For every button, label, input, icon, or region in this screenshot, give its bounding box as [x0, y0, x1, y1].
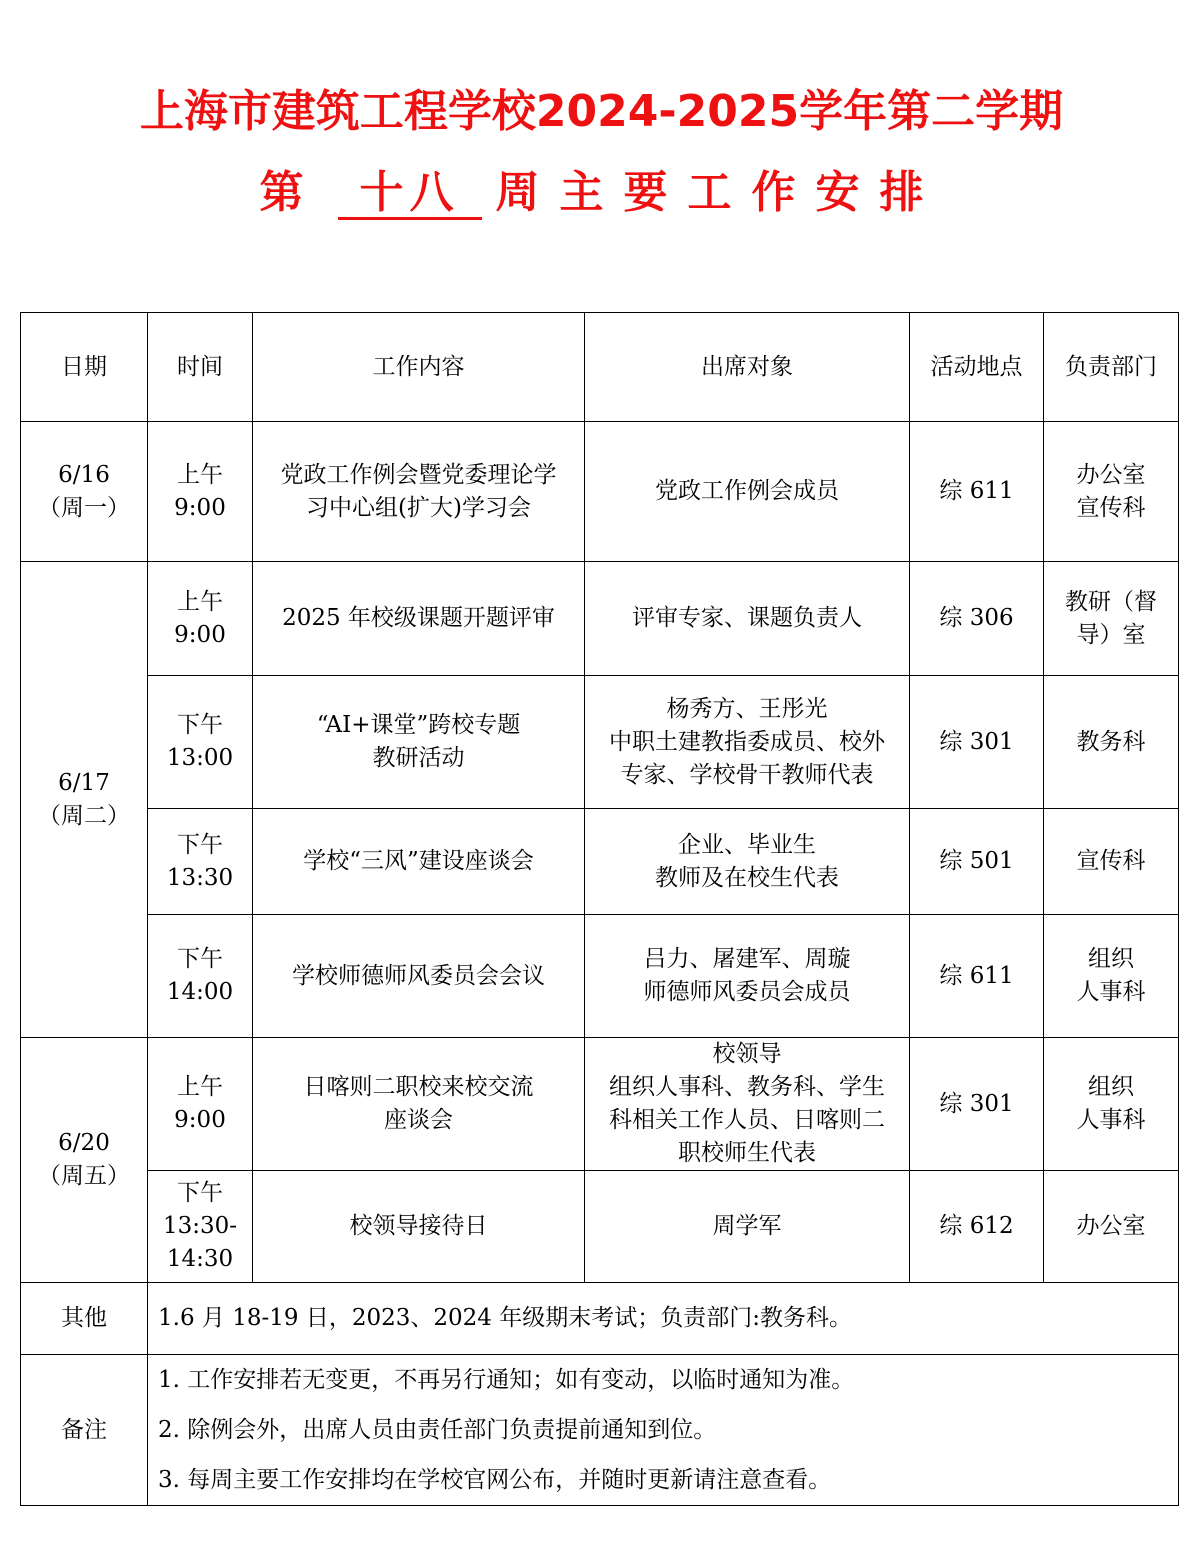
- time-value: 13:30- 14:30: [162, 1213, 238, 1272]
- dept-cell: [1044, 1171, 1179, 1283]
- dept-line: 教务科: [1076, 728, 1146, 755]
- header-attendees: 出席对象: [585, 313, 910, 422]
- schedule-table: [20, 312, 1179, 1506]
- location-value: 综 611: [939, 478, 1014, 504]
- dept-cell: [1044, 562, 1179, 676]
- note-item: 3. 每周主要工作安排均在学校官网公布，并随时更新请注意查看。: [158, 1467, 832, 1493]
- time-period: 上午: [177, 588, 223, 615]
- attendees-line: 教师及在校生代表: [655, 864, 839, 891]
- content-line: 座谈会: [384, 1107, 453, 1133]
- time-period: 下午: [177, 712, 223, 738]
- time-value: 14:00: [166, 979, 234, 1005]
- time-cell: [148, 1171, 253, 1283]
- attendees-cell: [585, 809, 910, 915]
- location-value: 综 612: [939, 1213, 1014, 1239]
- date-cell: [21, 422, 148, 562]
- table-row: [21, 562, 1179, 676]
- content-line: 学校“三风”建设座谈会: [303, 848, 534, 874]
- attendees-cell: [585, 1171, 910, 1283]
- date-line: 6/17: [58, 769, 110, 796]
- location-cell: [910, 1038, 1044, 1171]
- time-value: 9:00: [174, 494, 226, 521]
- table-row: [21, 809, 1179, 915]
- time-period: 下午: [177, 946, 223, 972]
- content-line: 习中心组(扩大)学习会: [306, 494, 531, 521]
- dept-line: 办公室: [1076, 461, 1146, 488]
- attendees-line: 组织人事科、教务科、学生: [609, 1074, 885, 1100]
- time-cell: [148, 676, 253, 809]
- attendees-line: 评审专家、课题负责人: [632, 605, 862, 631]
- content-cell: [253, 1038, 585, 1171]
- header-location: 活动地点: [910, 313, 1044, 422]
- time-value: 13:30: [166, 864, 234, 891]
- notes-label: 备注: [21, 1355, 148, 1506]
- header-content: 工作内容: [253, 313, 585, 422]
- note-item: 1. 工作安排若无变更，不再另行通知；如有变动，以临时通知为准。: [158, 1367, 855, 1393]
- date-cell: [21, 562, 148, 1038]
- date-line: （周一）: [38, 494, 130, 521]
- header-date: 日期: [21, 313, 148, 422]
- dept-line: 办公室: [1076, 1213, 1146, 1239]
- attendees-line: 校领导: [712, 1041, 782, 1067]
- location-cell: [910, 1171, 1044, 1283]
- content-cell: [253, 422, 585, 562]
- table-row: [21, 915, 1179, 1038]
- content-cell: [253, 676, 585, 809]
- time-value: 13:00: [166, 745, 234, 771]
- table-row: [21, 422, 1179, 562]
- content-line: 2025 年校级课题开题评审: [282, 605, 555, 631]
- attendees-line: 科相关工作人员、日喀则二: [609, 1107, 885, 1133]
- notes-text: [148, 1355, 1179, 1506]
- dept-line: 人事科: [1076, 1107, 1146, 1133]
- location-cell: [910, 562, 1044, 676]
- subtitle-suffix: 周主要工作安排: [495, 167, 944, 218]
- dept-line: 人事科: [1076, 979, 1146, 1005]
- time-cell: [148, 422, 253, 562]
- header-dept: 负责部门: [1044, 313, 1179, 422]
- location-cell: [910, 422, 1044, 562]
- content-cell: [253, 915, 585, 1038]
- dept-line: 宣传科: [1076, 848, 1146, 874]
- time-cell: [148, 1038, 253, 1171]
- dept-cell: [1044, 676, 1179, 809]
- dept-line: 导）室: [1076, 621, 1146, 648]
- content-line: 日喀则二职校来校交流: [303, 1074, 534, 1100]
- table-row: [21, 1171, 1179, 1283]
- dept-cell: [1044, 1038, 1179, 1171]
- header-row: [21, 313, 1179, 422]
- location-value: 综 306: [939, 605, 1014, 631]
- subtitle-prefix: 第: [259, 167, 324, 218]
- attendees-cell: [585, 562, 910, 676]
- content-cell: [253, 1171, 585, 1283]
- content-line: 学校师德师风委员会会议: [292, 962, 545, 989]
- date-line: （周二）: [38, 802, 130, 829]
- time-cell: [148, 915, 253, 1038]
- dept-cell: [1044, 915, 1179, 1038]
- note-item: 2. 除例会外，出席人员由责任部门负责提前通知到位。: [158, 1417, 717, 1443]
- content-line: “AI+课堂”跨校专题: [316, 712, 521, 738]
- dept-line: 教研（督: [1065, 588, 1157, 615]
- location-value: 综 611: [939, 962, 1014, 989]
- date-cell: [21, 1038, 148, 1283]
- other-text: 1.6 月 18-19 日，2023、2024 年级期末考试；负责部门:教务科。: [148, 1283, 1179, 1355]
- document-subtitle: [0, 163, 1203, 223]
- time-value: 9:00: [174, 1107, 226, 1133]
- dept-cell: [1044, 422, 1179, 562]
- time-period: 上午: [177, 1074, 223, 1100]
- date-line: （周五）: [38, 1163, 130, 1189]
- notes-row: [21, 1355, 1179, 1506]
- time-value: 9:00: [174, 621, 226, 648]
- attendees-line: 吕力、屠建军、周璇: [643, 946, 851, 972]
- attendees-cell: [585, 422, 910, 562]
- attendees-line: 党政工作例会成员: [655, 478, 839, 504]
- document-title: 上海市建筑工程学校2024-2025学年第二学期: [139, 86, 1064, 137]
- location-cell: [910, 676, 1044, 809]
- time-cell: [148, 562, 253, 676]
- time-period: 下午: [177, 831, 223, 858]
- time-period: 上午: [177, 461, 223, 488]
- attendees-cell: [585, 1038, 910, 1171]
- dept-line: 宣传科: [1076, 494, 1146, 521]
- attendees-line: 职校师生代表: [678, 1140, 816, 1166]
- content-line: 党政工作例会暨党委理论学: [280, 461, 557, 488]
- attendees-line: 企业、毕业生: [678, 831, 816, 858]
- time-cell: [148, 809, 253, 915]
- attendees-line: 专家、学校骨干教师代表: [620, 761, 874, 788]
- content-cell: [253, 809, 585, 915]
- other-row: [21, 1283, 1179, 1355]
- date-line: 6/20: [58, 1130, 110, 1156]
- attendees-line: 师德师风委员会成员: [643, 979, 851, 1005]
- time-period: 下午: [177, 1180, 223, 1206]
- date-line: 6/16: [58, 461, 110, 488]
- attendees-cell: [585, 915, 910, 1038]
- attendees-cell: [585, 676, 910, 809]
- week-number: 十八: [338, 169, 482, 220]
- attendees-line: 周学军: [712, 1213, 782, 1239]
- attendees-line: 中职土建教指委成员、校外: [609, 728, 885, 755]
- dept-cell: [1044, 809, 1179, 915]
- content-line: 教研活动: [372, 745, 465, 771]
- dept-line: 组织: [1088, 946, 1134, 972]
- location-cell: [910, 809, 1044, 915]
- attendees-line: 杨秀方、王彤光: [666, 695, 828, 722]
- location-cell: [910, 915, 1044, 1038]
- content-line: 校领导接待日: [349, 1213, 488, 1239]
- location-value: 综 301: [939, 1090, 1014, 1117]
- location-value: 综 301: [939, 728, 1014, 755]
- dept-line: 组织: [1088, 1074, 1134, 1100]
- table-row: [21, 1038, 1179, 1171]
- header-time: 时间: [148, 313, 253, 422]
- table-row: [21, 676, 1179, 809]
- content-cell: [253, 562, 585, 676]
- other-label: 其他: [21, 1283, 148, 1355]
- location-value: 综 501: [939, 848, 1014, 874]
